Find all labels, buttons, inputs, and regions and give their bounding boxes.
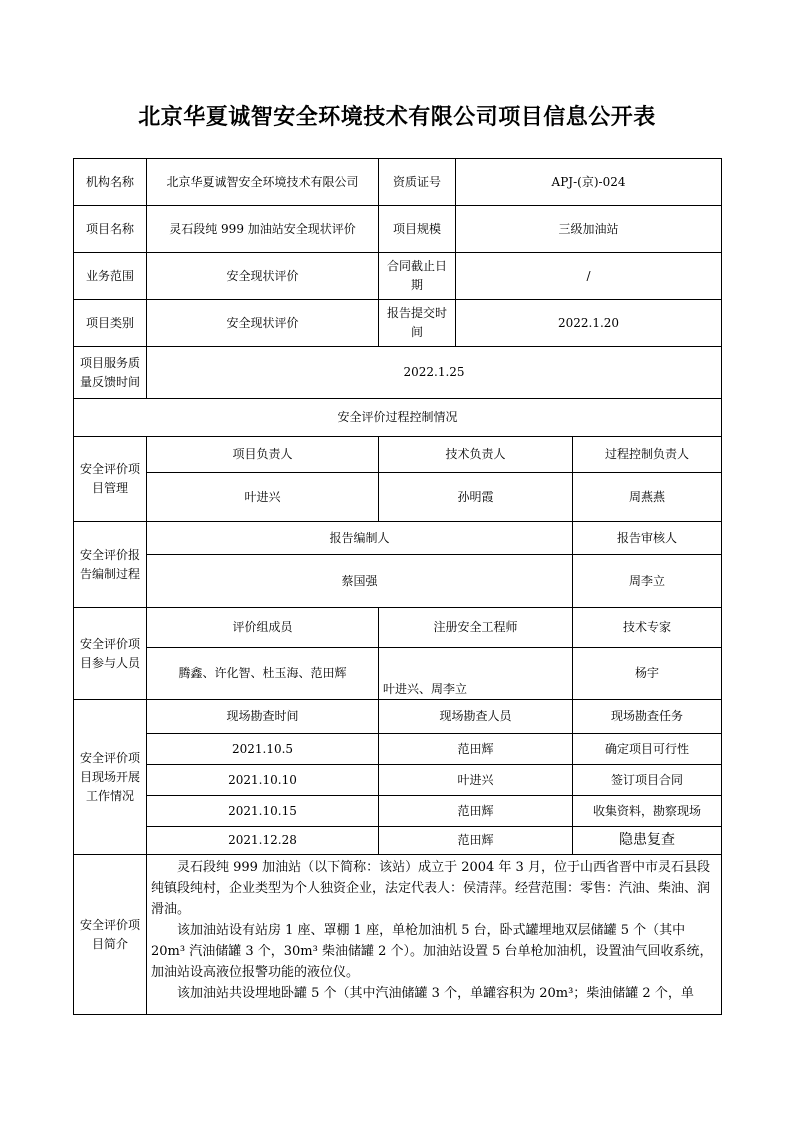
feedback-label: 项目服务质量反馈时间 bbox=[74, 347, 147, 399]
survey-staff: 范田辉 bbox=[379, 734, 573, 765]
survey-task: 隐患复查 bbox=[573, 827, 722, 855]
intro-paragraph: 该加油站设有站房 1 座、罩棚 1 座，单枪加油机 5 台，卧式罐埋地双层储罐 5 个（其中 20m³ 汽油储罐 3 个，30m³ 柴油储罐 2 个）。加油站设置 5 台单枪加油机，设置油气回收系统，加油站设高液位报警功能的液位仪。 bbox=[151, 923, 713, 980]
intro-text bbox=[147, 855, 722, 1015]
org-label: 机构名称 bbox=[74, 159, 147, 206]
fieldwork-label: 安全评价项目现场开展工作情况 bbox=[74, 700, 147, 855]
project-leader: 叶进兴 bbox=[147, 473, 379, 522]
cert-label: 资质证号 bbox=[379, 159, 456, 206]
intro-paragraph: 该加油站共设埋地卧罐 5 个（其中汽油储罐 3 个，单罐容积为 20m³；柴油储罐 2 个，单 bbox=[177, 986, 694, 1001]
scope-label: 业务范围 bbox=[74, 253, 147, 300]
compilation-header-row bbox=[74, 522, 722, 555]
team-members: 腾鑫、许化智、杜玉海、范田辉 bbox=[147, 648, 379, 700]
table-row bbox=[74, 827, 722, 855]
participants-header-row bbox=[74, 608, 722, 648]
participants-value-row bbox=[74, 648, 722, 700]
page-title: 北京华夏诚智安全环境技术有限公司项目信息公开表 bbox=[138, 104, 656, 130]
management-value-row bbox=[74, 473, 722, 522]
process-header-row bbox=[74, 399, 722, 437]
cert-value: APJ-(京)-024 bbox=[456, 159, 722, 206]
table-row bbox=[74, 765, 722, 796]
type-value: 安全现状评价 bbox=[147, 300, 379, 347]
project-value: 灵石段纯 999 加油站安全现状评价 bbox=[147, 206, 379, 253]
survey-task: 签订项目合同 bbox=[573, 765, 722, 796]
scope-value: 安全现状评价 bbox=[147, 253, 379, 300]
submit-value: 2022.1.20 bbox=[456, 300, 722, 347]
type-label: 项目类别 bbox=[74, 300, 147, 347]
survey-task: 确定项目可行性 bbox=[573, 734, 722, 765]
deadline-value: / bbox=[456, 253, 722, 300]
fieldwork-header-3: 现场勘查任务 bbox=[573, 700, 722, 734]
management-header-3: 过程控制负责人 bbox=[573, 437, 722, 473]
report-reviewer: 周李立 bbox=[573, 555, 722, 608]
management-header-2: 技术负责人 bbox=[379, 437, 573, 473]
compilation-value-row bbox=[74, 555, 722, 608]
fieldwork-header-row bbox=[74, 700, 722, 734]
feedback-row bbox=[74, 347, 722, 399]
survey-staff: 叶进兴 bbox=[379, 765, 573, 796]
technical-expert: 杨宇 bbox=[573, 648, 722, 700]
table-row bbox=[74, 734, 722, 765]
type-row bbox=[74, 300, 722, 347]
report-author: 蔡国强 bbox=[147, 555, 573, 608]
intro-paragraph: 灵石段纯 999 加油站（以下简称：该站）成立于 2004 年 3 月，位于山西省晋中市灵石县段纯镇段纯村，企业类型为个人独资企业，法定代表人：侯清萍。经营范围：零售：汽油、柴油、润滑油。 bbox=[151, 860, 711, 917]
survey-staff: 范田辉 bbox=[379, 827, 573, 855]
participants-header-3: 技术专家 bbox=[573, 608, 722, 648]
survey-staff: 范田辉 bbox=[379, 796, 573, 827]
project-info-table bbox=[73, 158, 722, 1015]
table-row bbox=[74, 796, 722, 827]
intro-label: 安全评价项目简介 bbox=[74, 855, 147, 1015]
org-value: 北京华夏诚智安全环境技术有限公司 bbox=[147, 159, 379, 206]
management-header-1: 项目负责人 bbox=[147, 437, 379, 473]
participants-label: 安全评价项目参与人员 bbox=[74, 608, 147, 700]
management-label: 安全评价项目管理 bbox=[74, 437, 147, 522]
survey-date: 2021.12.28 bbox=[147, 827, 379, 855]
technical-leader: 孙明霞 bbox=[379, 473, 573, 522]
survey-date: 2021.10.10 bbox=[147, 765, 379, 796]
compilation-label: 安全评价报告编制过程 bbox=[74, 522, 147, 608]
fieldwork-header-2: 现场勘查人员 bbox=[379, 700, 573, 734]
org-row bbox=[74, 159, 722, 206]
compilation-header-2: 报告审核人 bbox=[573, 522, 722, 555]
scale-label: 项目规模 bbox=[379, 206, 456, 253]
submit-label: 报告提交时间 bbox=[379, 300, 456, 347]
scope-row bbox=[74, 253, 722, 300]
participants-header-1: 评价组成员 bbox=[147, 608, 379, 648]
deadline-label: 合同截止日期 bbox=[379, 253, 456, 300]
scale-value: 三级加油站 bbox=[456, 206, 722, 253]
compilation-header-1: 报告编制人 bbox=[147, 522, 573, 555]
survey-date: 2021.10.15 bbox=[147, 796, 379, 827]
management-header-row bbox=[74, 437, 722, 473]
process-header: 安全评价过程控制情况 bbox=[74, 399, 722, 437]
feedback-value: 2022.1.25 bbox=[147, 347, 722, 399]
registered-engineers: 叶进兴、周李立 bbox=[379, 648, 573, 700]
project-row bbox=[74, 206, 722, 253]
fieldwork-header-1: 现场勘查时间 bbox=[147, 700, 379, 734]
project-label: 项目名称 bbox=[74, 206, 147, 253]
process-control-leader: 周燕燕 bbox=[573, 473, 722, 522]
participants-header-2: 注册安全工程师 bbox=[379, 608, 573, 648]
survey-task: 收集资料，勘察现场 bbox=[573, 796, 722, 827]
survey-date: 2021.10.5 bbox=[147, 734, 379, 765]
intro-row bbox=[74, 855, 722, 1015]
